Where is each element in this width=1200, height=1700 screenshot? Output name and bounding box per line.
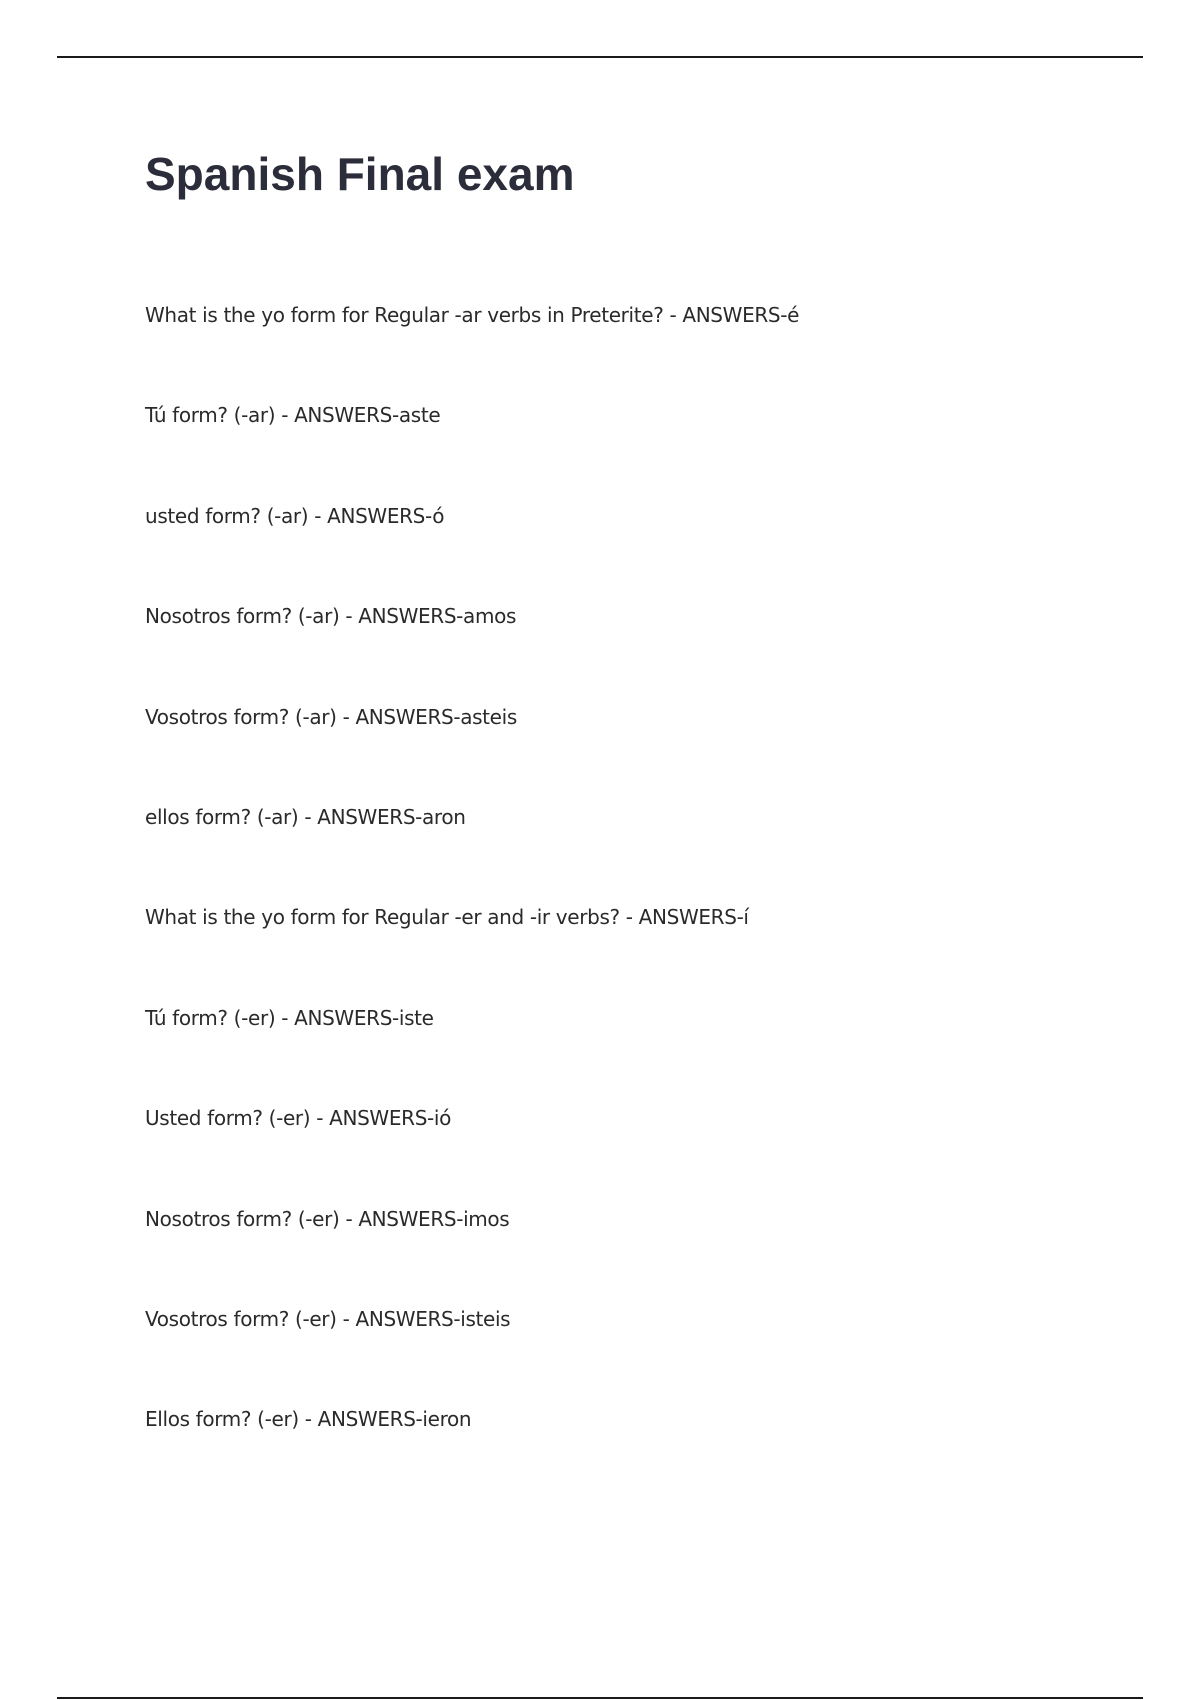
qa-item: ellos form? (-ar) - ANSWERS-aron <box>145 804 466 829</box>
qa-item: Tú form? (-er) - ANSWERS-iste <box>145 1005 434 1030</box>
top-divider <box>57 56 1143 58</box>
qa-item: Nosotros form? (-er) - ANSWERS-imos <box>145 1206 510 1231</box>
qa-item: Vosotros form? (-er) - ANSWERS-isteis <box>145 1306 511 1331</box>
qa-item: Usted form? (-er) - ANSWERS-ió <box>145 1106 451 1131</box>
qa-item: Ellos form? (-er) - ANSWERS-ieron <box>145 1407 472 1432</box>
qa-list <box>145 302 799 1507</box>
qa-item: What is the yo form for Regular -er and -ir verbs? - ANSWERS-í <box>145 905 749 930</box>
qa-item: usted form? (-ar) - ANSWERS-ó <box>145 503 445 528</box>
page-title: Spanish Final exam <box>145 148 575 200</box>
qa-item: What is the yo form for Regular -ar verbs in Preterite? - ANSWERS-é <box>145 303 800 327</box>
qa-item: Tú form? (-ar) - ANSWERS-aste <box>145 403 441 428</box>
qa-item: Vosotros form? (-ar) - ANSWERS-asteis <box>145 704 517 729</box>
qa-item: Nosotros form? (-ar) - ANSWERS-amos <box>145 604 517 629</box>
bottom-divider <box>57 1697 1143 1699</box>
